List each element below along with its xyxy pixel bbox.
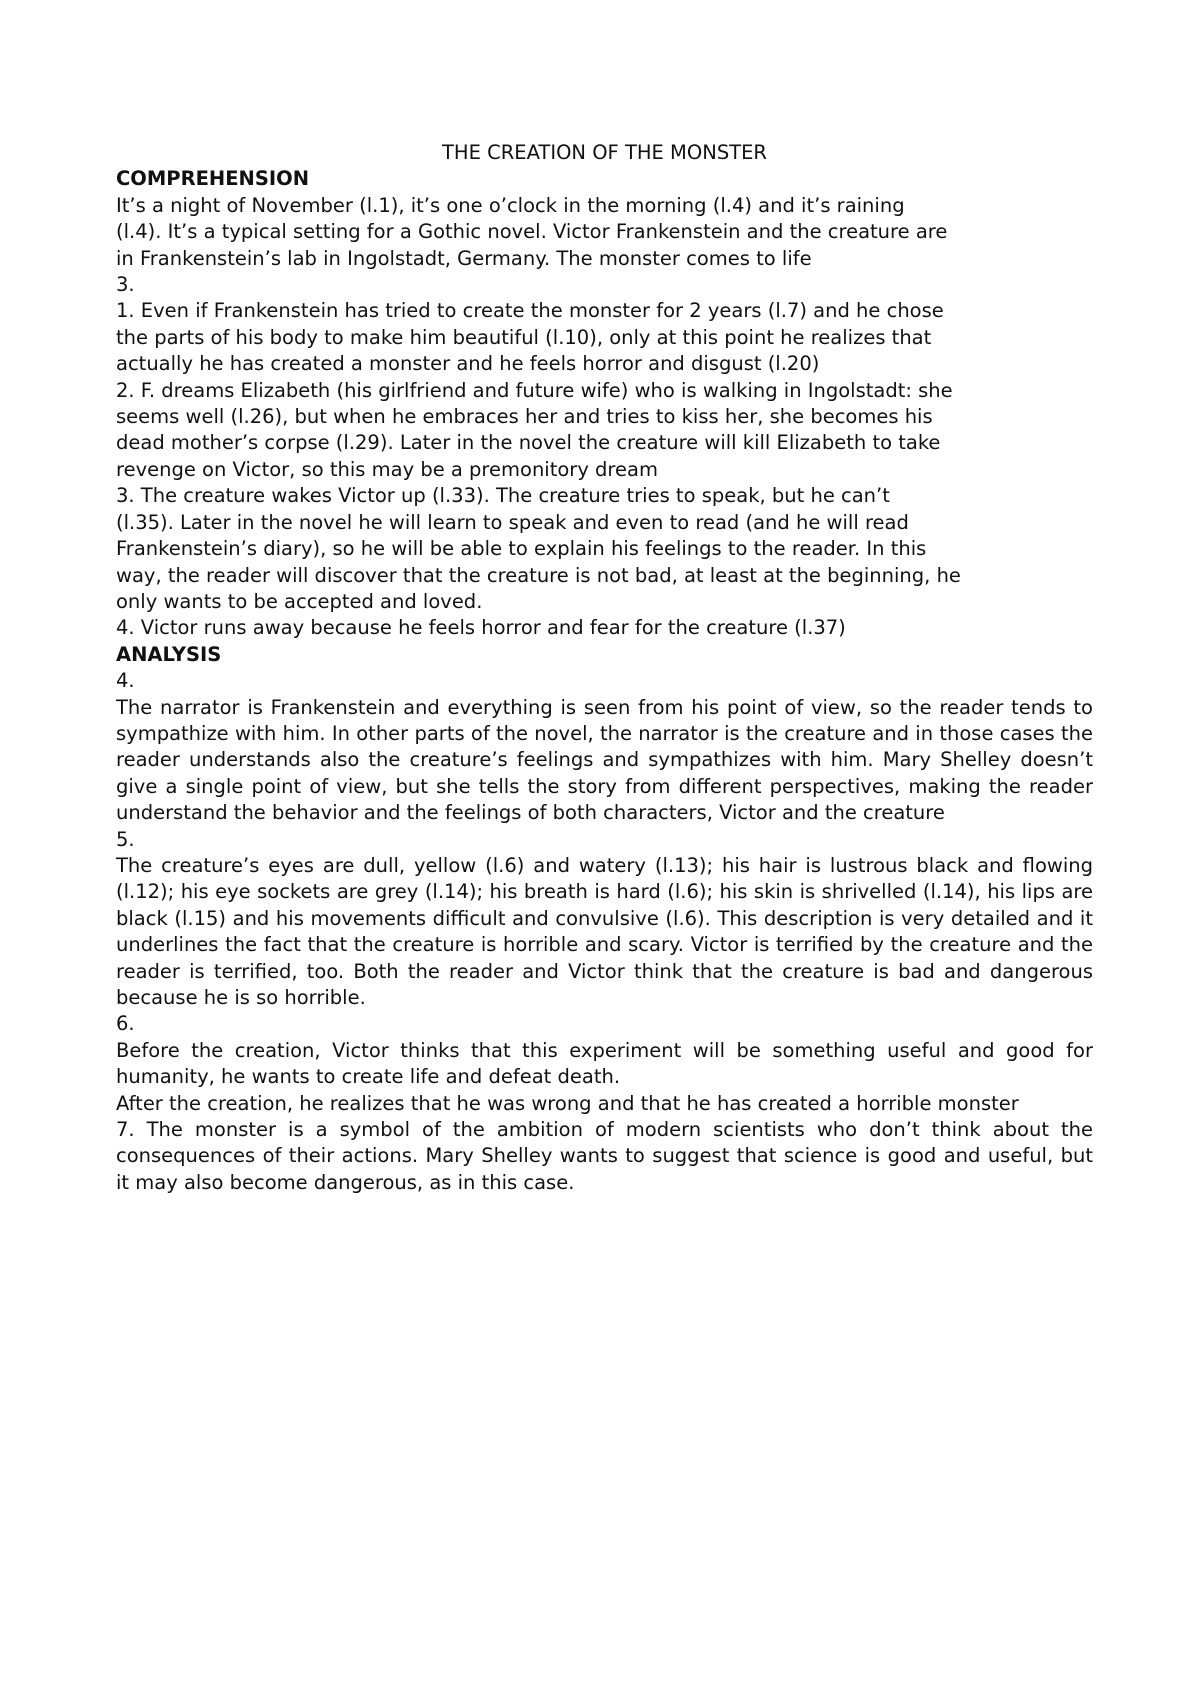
text-line: (l.4). It’s a typical setting for a Gothic novel. Victor Frankenstein and the creature are: [116, 220, 948, 244]
answer-item-1: [116, 298, 1093, 377]
text-line: It’s a night of November (l.1), it’s one o’clock in the morning (l.4) and it’s raining: [116, 193, 905, 217]
text-line: Frankenstein’s diary), so he will be able to explain his feelings to the reader. In this: [116, 537, 927, 561]
text-line: seems well (l.26), but when he embraces her and tries to kiss her, she becomes his: [116, 405, 933, 429]
text-line: way, the reader will discover that the creature is not bad, at least at the beginning, he: [116, 563, 961, 587]
comprehension-heading: COMPREHENSION: [116, 167, 310, 191]
text-line: 1. Even if Frankenstein has tried to create the monster for 2 years (l.7) and he chose: [116, 299, 944, 323]
text-line: only wants to be accepted and loved.: [116, 589, 483, 613]
text-line: in Frankenstein’s lab in Ingolstadt, Germany. The monster comes to life: [116, 246, 812, 270]
question-number-4: 4.: [116, 669, 135, 693]
analysis-paragraph-6a: Before the creation, Victor thinks that this experiment will be something useful and good for humanity, he wants to create life and defeat death.: [116, 1038, 1093, 1089]
text-line: dead mother’s corpse (l.29). Later in the novel the creature will kill Elizabeth to take: [116, 431, 941, 455]
text-line: 2. F. dreams Elizabeth (his girlfriend and future wife) who is walking in Ingolstadt: she: [116, 378, 953, 402]
document-title: THE CREATION OF THE MONSTER: [442, 141, 767, 164]
question-number-6: 6.: [116, 1012, 135, 1036]
comprehension-intro: [116, 193, 1093, 272]
analysis-paragraph-4: The narrator is Frankenstein and everything is seen from his point of view, so the reader tends to sympathize with him. In other parts of the novel, the narrator is the creature and in those cases the reader understands also the creature’s feelings and sympathizes with him. Mary Shelley doesn’t give a single point of view, but she tells the story from different perspectives, making the reader understand the behavior and the feelings of both characters, Victor and the creature: [116, 695, 1093, 825]
answer-item-3: [116, 483, 1093, 615]
analysis-paragraph-5: The creature’s eyes are dull, yellow (l.6) and watery (l.13); his hair is lustrous black and flowing (l.12); his eye sockets are grey (l.14); his breath is hard (l.6); his skin is shrivelled (l.14), his lips are black (l.15) and his movements difficult and convulsive (l.6). This description is very detailed and it underlines the fact that the creature is horrible and scary. Victor is terrified by the creature and the reader is terrified, too. Both the reader and Victor think that the creature is bad and dangerous because he is so horrible.: [116, 853, 1093, 1009]
document-page: [116, 140, 1093, 1196]
analysis-paragraph-6b: After the creation, he realizes that he was wrong and that he has created a horrible monster: [116, 1091, 1019, 1115]
text-line: (l.35). Later in the novel he will learn to speak and even to read (and he will read: [116, 510, 909, 534]
text-line: the parts of his body to make him beautiful (l.10), only at this point he realizes that: [116, 325, 932, 349]
answer-item-4: 4. Victor runs away because he feels horror and fear for the creature (l.37): [116, 616, 846, 640]
answer-item-2: [116, 378, 1093, 484]
analysis-heading: ANALYSIS: [116, 642, 222, 666]
text-line: revenge on Victor, so this may be a premonitory dream: [116, 457, 658, 481]
question-number-3: 3.: [116, 273, 135, 297]
question-number-5: 5.: [116, 827, 135, 851]
text-line: actually he has created a monster and he feels horror and disgust (l.20): [116, 352, 820, 376]
text-line: 3. The creature wakes Victor up (l.33). The creature tries to speak, but he can’t: [116, 484, 890, 508]
analysis-paragraph-7: 7. The monster is a symbol of the ambition of modern scientists who don’t think about the consequences of their actions. Mary Shelley wants to suggest that science is good and useful, but it may also become dangerous, as in this case.: [116, 1118, 1093, 1194]
